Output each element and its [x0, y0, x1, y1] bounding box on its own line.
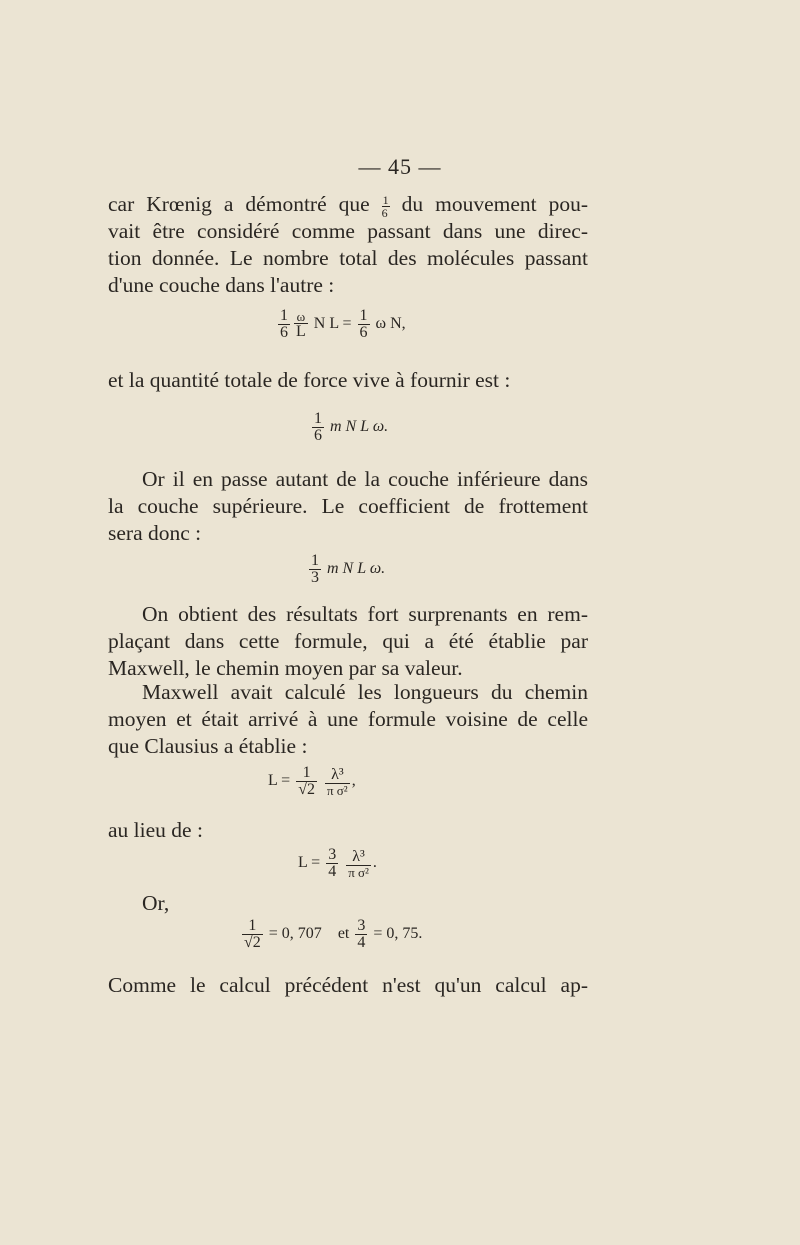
text-line: Or, — [142, 891, 170, 915]
text-line: Maxwell avait calculé les longueurs du chemin — [142, 680, 588, 704]
paragraph-1 — [108, 191, 588, 299]
text-line: plaçant dans cette formule, qui a été établie par — [108, 629, 588, 653]
paragraph-2 — [108, 367, 588, 394]
paragraph-3 — [108, 466, 588, 547]
fraction: $\frac{1}{6}$ — [359, 307, 368, 341]
equation-5: L = $\frac{3}{4}$ $\frac{\text{λ³}}{\text{π σ²}}$ . — [298, 846, 377, 880]
text-line: Or il en passe autant de la couche inférieure dans — [142, 467, 588, 491]
equation-1: $\frac{1}{6}$ $\frac{\omega}{L}$ N L = $\frac{1}{6}$ ω N, — [280, 307, 406, 341]
fraction-one-sixth: $\frac{1}{6}$ — [381, 192, 389, 220]
page-number: — 45 — — [358, 154, 442, 179]
text-line: Maxwell, le chemin moyen par sa valeur. — [108, 656, 463, 680]
text-line: moyen et était arrivé à une formule voisine de celle — [108, 707, 588, 731]
paragraph-4 — [108, 601, 588, 682]
text-line: d'une couche dans l'autre : — [108, 273, 335, 297]
paragraph-5 — [108, 679, 588, 760]
fraction: $\frac{1}{√2}$ — [298, 764, 315, 798]
equation-4: L = $\frac{1}{√2}$ $\frac{\text{λ³}}{\text{π σ²}}$ , — [268, 764, 356, 798]
text-line: et la quantité totale de force vive à fournir est : — [108, 368, 511, 392]
fraction: $\frac{1}{√2}$ — [244, 917, 261, 951]
fraction: $\frac{3}{4}$ — [357, 917, 366, 951]
paragraph-6 — [108, 817, 588, 844]
equation-2: $\frac{1}{6}$ m N L ω. — [314, 410, 389, 444]
fraction: $\frac{\text{λ³}}{\text{π σ²}}$ — [348, 847, 369, 880]
text-line: Comme le calcul précédent n'est qu'un calcul ap- — [108, 973, 588, 997]
equation-6: $\frac{1}{√2}$ = 0, 707 et $\frac{3}{4}$ = 0, 75. — [244, 917, 423, 951]
paragraph-7 — [108, 890, 588, 917]
fraction: $\frac{\omega}{L}$ — [296, 308, 306, 340]
text-line: vait être considéré comme passant dans une direc- — [108, 219, 588, 243]
fraction: $\frac{1}{6}$ — [280, 307, 288, 341]
text-line: On obtient des résultats fort surprenants en rem- — [142, 602, 588, 626]
fraction: $\frac{1}{6}$ — [314, 410, 322, 444]
text-line: la couche supérieure. Le coefficient de frottement — [108, 494, 588, 518]
paragraph-8 — [108, 972, 588, 999]
text-line: que Clausius a établie : — [108, 734, 308, 758]
fraction: $\frac{1}{3}$ — [311, 552, 319, 586]
text-line: au lieu de : — [108, 818, 203, 842]
text-line: sera donc : — [108, 521, 202, 545]
text-line: tion donnée. Le nombre total des molécules passant — [108, 246, 588, 270]
equation-3: $\frac{1}{3}$ m N L ω. — [311, 552, 386, 586]
fraction: $\frac{3}{4}$ — [328, 846, 337, 880]
fraction: $\frac{\text{λ³}}{\text{π σ²}}$ — [326, 765, 348, 798]
text-line: car Krœnig a démontré que $\frac{1}{6}$ du mouvement pou- — [108, 192, 588, 220]
